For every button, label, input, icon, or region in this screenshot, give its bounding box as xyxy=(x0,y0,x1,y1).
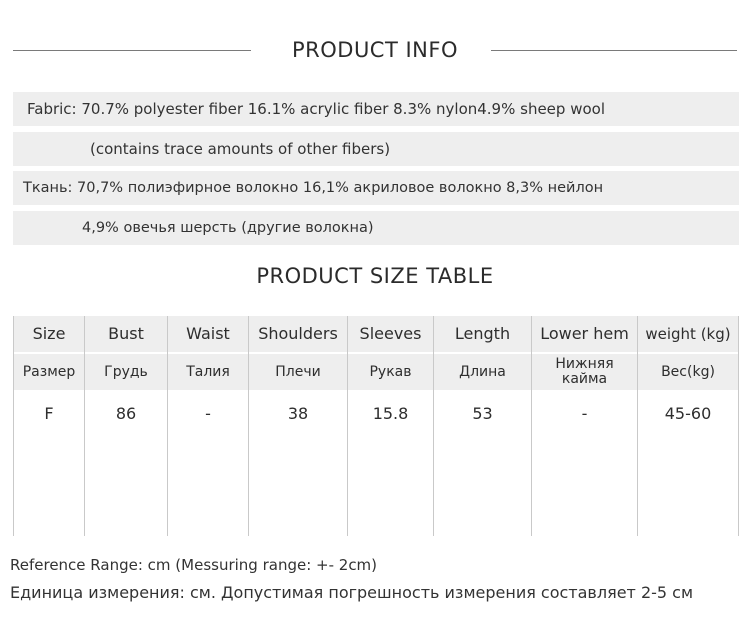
fabric-note-ru: 4,9% овечья шерсть (другие волокна) xyxy=(82,220,374,236)
header-bust-ru: Грудь xyxy=(85,354,167,390)
header-shoulders-ru: Плечи xyxy=(249,354,347,390)
reference-range-note: Reference Range: cm (Messuring range: +- 2cm) xyxy=(10,556,378,574)
fabric-text-ru: Ткань: 70,7% полиэфирное волокно 16,1% акриловое волокно 8,3% нейлон xyxy=(23,180,604,196)
header-waist: Waist xyxy=(168,316,248,352)
fabric-row-ru xyxy=(13,171,739,205)
value-shoulders: 38 xyxy=(287,404,309,423)
header-lower-hem-ru: Нижняя кайма xyxy=(532,354,637,390)
column-waist xyxy=(168,316,249,536)
column-weight xyxy=(638,316,739,536)
value-length: 53 xyxy=(472,404,493,423)
header-length-ru: Длина xyxy=(434,354,531,390)
header-sleeves: Sleeves xyxy=(348,316,433,352)
header-shoulders: Shoulders xyxy=(249,316,347,352)
header-bust: Bust xyxy=(85,316,167,352)
column-size xyxy=(13,316,85,536)
value-lower-hem: - xyxy=(581,404,588,423)
header-weight: weight (kg) xyxy=(638,316,738,352)
column-length xyxy=(434,316,532,536)
fabric-row-ru-note xyxy=(13,211,739,245)
column-sleeves xyxy=(348,316,434,536)
product-info-title: PRODUCT INFO xyxy=(291,38,458,62)
header-sleeves-ru: Рукав xyxy=(348,354,433,390)
divider-right xyxy=(491,50,737,51)
header-length: Length xyxy=(434,316,531,352)
fabric-row-en xyxy=(13,92,739,126)
value-bust: 86 xyxy=(115,404,137,423)
header-waist-ru: Талия xyxy=(168,354,248,390)
header-weight-ru: Вес(kg) xyxy=(638,354,738,390)
fabric-note-en: (contains trace amounts of other fibers) xyxy=(90,140,391,158)
measurement-note-ru: Единица измерения: см. Допустимая погрешность измерения составляет 2-5 см xyxy=(10,583,694,602)
column-shoulders xyxy=(249,316,348,536)
column-lower-hem xyxy=(532,316,638,536)
header-size-ru: Размер xyxy=(14,354,84,390)
column-bust xyxy=(85,316,168,536)
value-waist: - xyxy=(205,404,211,423)
header-size: Size xyxy=(14,316,84,352)
value-size: F xyxy=(44,404,54,423)
fabric-row-en-note xyxy=(13,132,739,166)
value-weight: 45-60 xyxy=(664,404,712,423)
header-lower-hem: Lower hem xyxy=(532,316,637,352)
value-sleeves: 15.8 xyxy=(372,404,409,423)
size-table-title: PRODUCT SIZE TABLE xyxy=(256,264,494,288)
size-table xyxy=(13,316,739,536)
fabric-text-en: Fabric: 70.7% polyester fiber 16.1% acrylic fiber 8.3% nylon4.9% sheep wool xyxy=(27,100,605,118)
